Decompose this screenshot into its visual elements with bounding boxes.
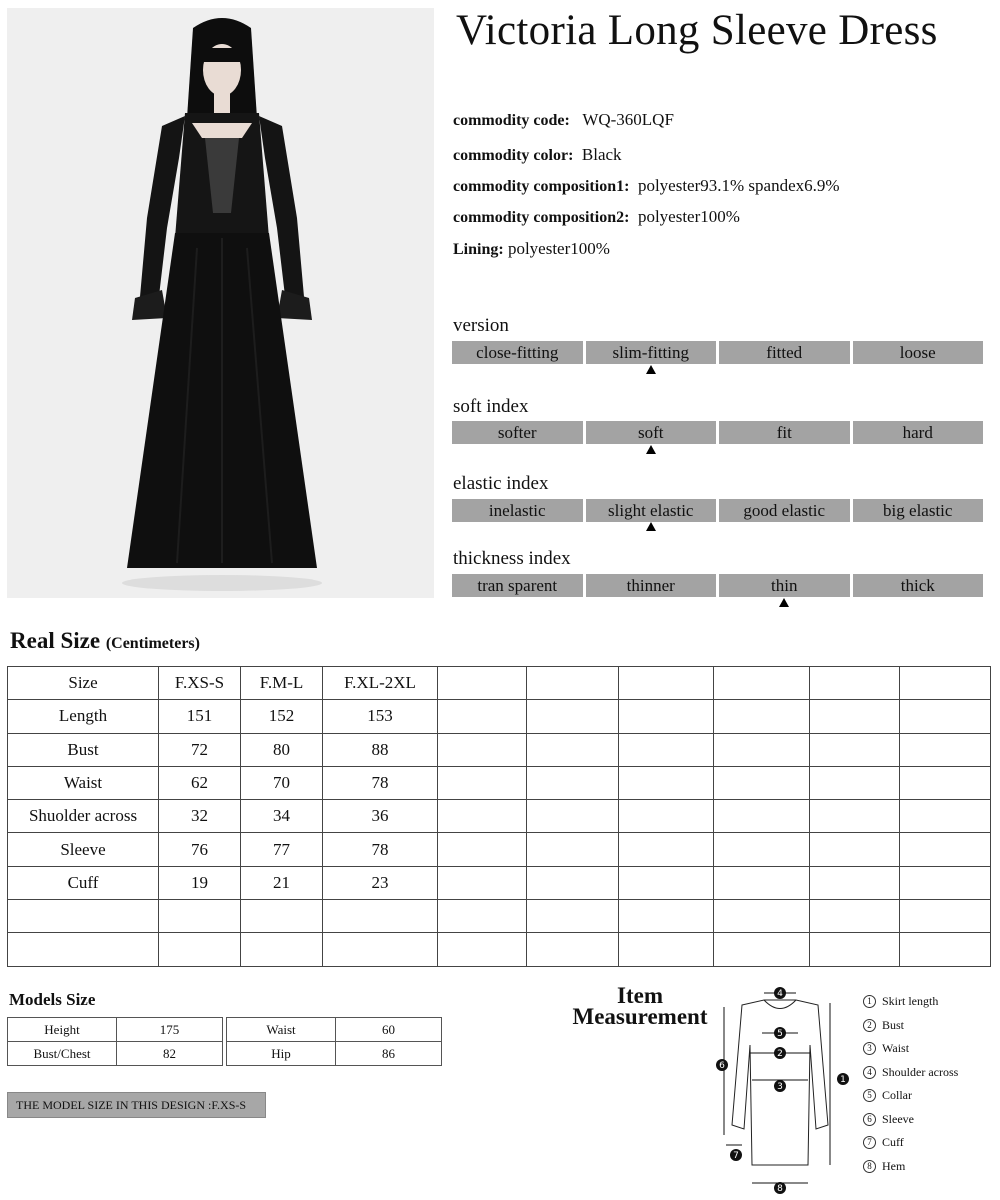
table-cell: Waist [227,1018,336,1042]
product-title: Victoria Long Sleeve Dress [456,7,938,54]
table-cell [527,700,619,733]
real-size-heading: Real Size [10,628,101,653]
table-cell [900,933,991,966]
version-option: slim-fitting [586,341,717,364]
table-cell: 86 [336,1042,442,1066]
table-cell: 78 [323,833,438,866]
table-header-cell: F.M-L [241,667,323,700]
table-cell [810,800,900,833]
table-cell: Waist [8,766,159,799]
spec-label: Lining: [453,241,504,258]
svg-text:3: 3 [777,1082,783,1092]
table-cell [438,766,527,799]
version-option: fitted [719,341,850,364]
table-cell: 76 [159,833,241,866]
product-photo [7,8,434,598]
table-cell [900,700,991,733]
table-cell [900,900,991,933]
table-cell: 88 [323,733,438,766]
thickness-index-selected-marker [779,598,789,607]
table-cell [714,866,810,899]
svg-text:4: 4 [777,989,783,999]
table-cell [241,900,323,933]
legend-item [863,1084,958,1108]
legend-item [863,1108,958,1132]
soft-index-scale [452,421,983,444]
spec-label: commodity composition2: [453,209,630,226]
spec-value: Black [581,145,622,164]
item-measurement-title-line2: Measurement [572,1004,708,1029]
item-measurement-title-line1: Item [617,983,663,1008]
table-cell: Shuolder across [8,800,159,833]
elastic-index-selected-marker [646,522,656,531]
table-row [227,1018,442,1042]
models-size-title: Models Size [9,990,96,1009]
table-cell: 34 [241,800,323,833]
spec-label: commodity code: [453,112,570,129]
table-cell: 23 [323,866,438,899]
table-cell [8,933,159,966]
table-row [227,1042,442,1066]
legend-label: Bust [882,1017,905,1032]
svg-text:2: 2 [777,1049,783,1059]
spec-commodity-color [453,145,622,165]
table-cell [8,900,159,933]
table-cell [527,733,619,766]
collar-outline [764,1000,796,1009]
legend-label: Collar [882,1088,912,1103]
table-cell: 62 [159,766,241,799]
real-size-title [10,628,200,654]
elastic-index-option: good elastic [719,499,850,522]
soft-index-selected-marker [646,445,656,454]
table-row [8,733,991,766]
table-cell [438,800,527,833]
table-cell [438,733,527,766]
svg-text:7: 7 [733,1151,739,1161]
table-cell [619,733,714,766]
spec-value: polyester100% [507,239,610,258]
table-cell [323,933,438,966]
table-cell: 82 [117,1042,223,1066]
table-cell: 175 [117,1018,223,1042]
table-cell: 70 [241,766,323,799]
dress-measurement-diagram [712,985,862,1195]
legend-number: 4 [863,1066,876,1079]
legend-number: 5 [863,1089,876,1102]
soft-index-label: soft index [453,396,529,417]
soft-index-option: softer [452,421,583,444]
table-cell [714,766,810,799]
table-cell: 60 [336,1018,442,1042]
table-cell: Cuff [8,866,159,899]
table-cell [527,866,619,899]
legend-number: 8 [863,1160,876,1173]
table-cell: 36 [323,800,438,833]
legend-item [863,1155,958,1179]
table-cell [810,667,900,700]
legend-label: Cuff [882,1135,904,1150]
table-cell [714,700,810,733]
table-cell [527,900,619,933]
table-cell: Hip [227,1042,336,1066]
table-row [8,933,991,966]
table-cell: 77 [241,833,323,866]
table-cell [619,833,714,866]
table-cell [159,933,241,966]
table-cell [810,900,900,933]
table-row [8,866,991,899]
table-cell: 80 [241,733,323,766]
spec-value: polyester100% [637,207,740,226]
legend-number: 2 [863,1019,876,1032]
svg-text:6: 6 [719,1061,725,1071]
thickness-index-option: thick [853,574,984,597]
table-cell: 19 [159,866,241,899]
elastic-index-option: inelastic [452,499,583,522]
models-size-table-left [7,1017,223,1066]
table-cell [810,933,900,966]
version-label: version [453,315,509,336]
table-cell [714,667,810,700]
table-cell [527,766,619,799]
table-cell [714,933,810,966]
real-size-table [7,666,991,967]
table-cell [619,700,714,733]
model-in-dress-illustration [7,8,434,598]
table-row [8,700,991,733]
spec-composition-2 [453,207,740,227]
table-cell: 152 [241,700,323,733]
thickness-index-option: tran sparent [452,574,583,597]
table-cell [810,733,900,766]
table-cell [900,866,991,899]
table-cell: Sleeve [8,833,159,866]
table-cell [241,933,323,966]
table-row [8,1018,223,1042]
model-size-note: THE MODEL SIZE IN THIS DESIGN :F.XS-S [7,1092,266,1118]
table-cell [438,933,527,966]
table-row [8,766,991,799]
table-header-row [8,667,991,700]
legend-item [863,1061,958,1085]
table-cell [159,900,241,933]
legend-number: 7 [863,1136,876,1149]
svg-text:5: 5 [777,1029,783,1039]
legend-number: 3 [863,1042,876,1055]
version-option: close-fitting [452,341,583,364]
measurement-legend [863,990,958,1178]
elastic-index-scale [452,499,983,522]
table-cell [900,800,991,833]
thickness-index-option: thin [719,574,850,597]
legend-label: Shoulder across [882,1064,959,1079]
table-header-cell: Size [8,667,159,700]
table-cell [438,667,527,700]
table-cell [810,766,900,799]
spec-composition-1 [453,176,840,196]
table-cell [810,833,900,866]
legend-item [863,1037,958,1061]
table-cell [527,833,619,866]
spec-value: WQ-360LQF [582,110,674,129]
item-measurement-title [560,985,720,1027]
table-cell [900,766,991,799]
version-selected-marker [646,365,656,374]
table-cell [323,900,438,933]
table-cell: Bust/Chest [8,1042,117,1066]
table-cell [714,900,810,933]
legend-item [863,1131,958,1155]
table-cell [810,866,900,899]
spec-lining [453,239,610,259]
spec-commodity-code [453,110,674,130]
table-cell [619,933,714,966]
legend-label: Hem [882,1158,906,1173]
table-cell: 78 [323,766,438,799]
legend-label: Sleeve [882,1111,914,1126]
soft-index-option: fit [719,421,850,444]
legend-label: Skirt length [882,994,939,1009]
table-row [8,800,991,833]
table-cell [438,700,527,733]
table-cell: 32 [159,800,241,833]
table-cell: Height [8,1018,117,1042]
table-cell [619,866,714,899]
table-cell: 151 [159,700,241,733]
legend-number: 1 [863,995,876,1008]
legend-label: Waist [882,1041,910,1056]
elastic-index-option: slight elastic [586,499,717,522]
thickness-index-label: thickness index [453,548,571,569]
table-header-cell: F.XL-2XL [323,667,438,700]
table-cell: 153 [323,700,438,733]
thickness-index-option: thinner [586,574,717,597]
table-cell [619,800,714,833]
version-option: loose [853,341,984,364]
table-row [8,833,991,866]
legend-item [863,1014,958,1038]
table-cell: 72 [159,733,241,766]
table-cell [900,733,991,766]
table-cell [714,733,810,766]
table-cell [527,933,619,966]
thickness-index-scale [452,574,983,597]
table-cell [714,800,810,833]
version-scale [452,341,983,364]
table-row [8,900,991,933]
table-cell [527,667,619,700]
table-cell [810,700,900,733]
spec-value: polyester93.1% spandex6.9% [637,176,840,195]
table-cell [438,866,527,899]
table-cell [527,800,619,833]
table-cell [619,667,714,700]
table-cell [900,667,991,700]
soft-index-option: hard [853,421,984,444]
real-size-unit: (Centimeters) [105,635,200,652]
table-row [8,1042,223,1066]
table-cell [714,833,810,866]
table-cell: Length [8,700,159,733]
spec-label: commodity color: [453,147,574,164]
elastic-index-label: elastic index [453,473,549,494]
table-cell [438,833,527,866]
table-cell [619,900,714,933]
svg-text:8: 8 [777,1184,783,1194]
table-header-cell: F.XS-S [159,667,241,700]
elastic-index-option: big elastic [853,499,984,522]
svg-text:1: 1 [840,1075,846,1085]
table-cell [619,766,714,799]
table-cell [900,833,991,866]
spec-label: commodity composition1: [453,178,630,195]
soft-index-option: soft [586,421,717,444]
legend-number: 6 [863,1113,876,1126]
legend-item [863,990,958,1014]
table-cell: 21 [241,866,323,899]
table-cell: Bust [8,733,159,766]
models-size-table-right [226,1017,442,1066]
table-cell [438,900,527,933]
